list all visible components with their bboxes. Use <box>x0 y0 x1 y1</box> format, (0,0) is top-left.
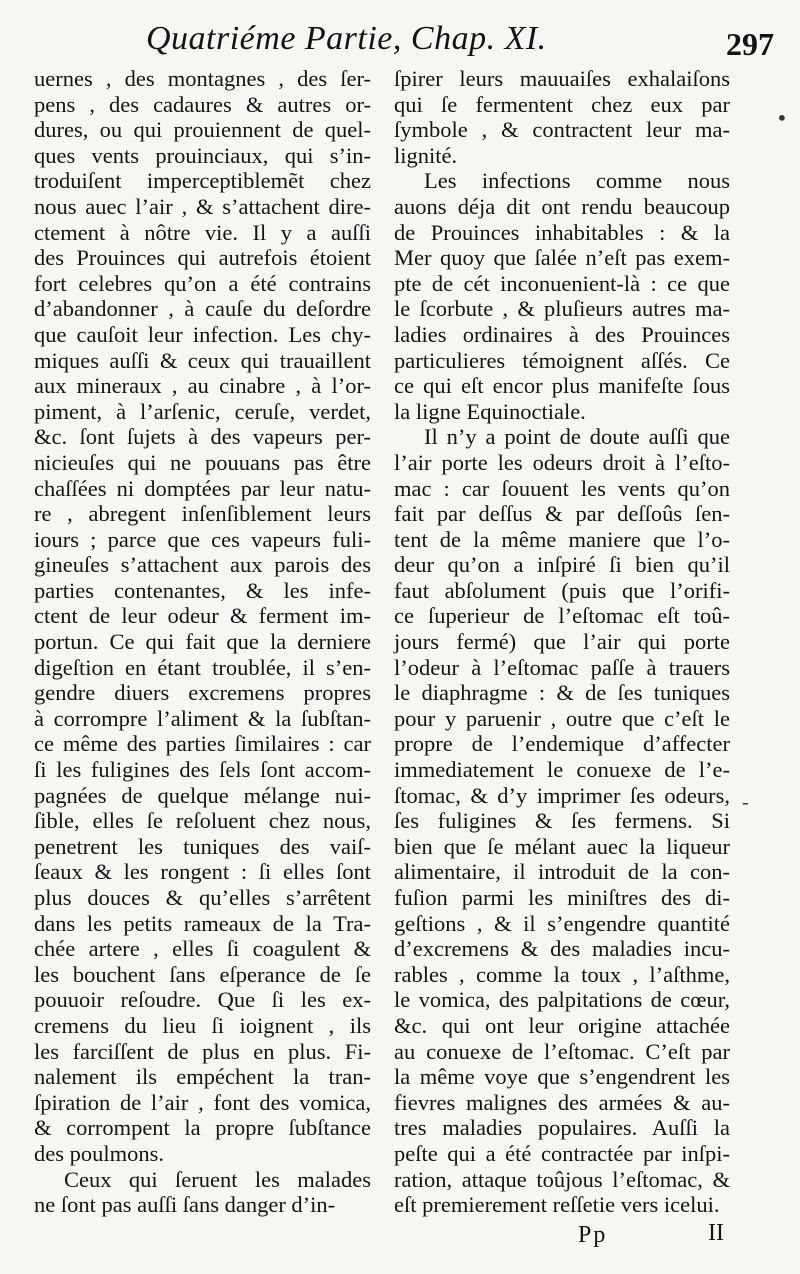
text-line: dures, ou qui prouiennent de quel- <box>34 117 371 143</box>
text-line: fort celebres qu’on a été contrains <box>34 270 371 296</box>
text-line: miques auſſi & ceux qui trauaillent <box>34 347 371 373</box>
text-line: pte de cét inconuenient-là : ce que <box>394 270 730 296</box>
text-line: mac : car ſouuent les vents qu’on <box>394 475 730 501</box>
text-line: particulieres témoignent aſſés. Ce <box>394 347 730 373</box>
text-line: piment, à l’arſenic, ceruſe, verdet, <box>34 398 371 424</box>
text-line: cremens du lieu ſi ioignent , ils <box>34 1012 371 1038</box>
text-line: Mer quoy que ſalée n’eſt pas exem- <box>394 245 730 271</box>
text-line: gendre diuers excremens propres <box>34 680 371 706</box>
text-line: qui ſe fermentent chez eux par <box>394 91 730 117</box>
text-line: ſtomac, & d’y imprimer ſes odeurs, <box>394 782 730 808</box>
text-line: lignité. <box>394 142 458 168</box>
text-line: peſte qui a été contractée par inſpi- <box>394 1140 730 1166</box>
text-line: les farciſſent de plus en plus. Fi- <box>34 1038 371 1064</box>
text-line: d’excremens & des maladies incu- <box>394 936 730 962</box>
text-line: le ſcorbute , & pluſieurs autres ma- <box>394 296 730 322</box>
text-line: nalement ils empéchent la tran- <box>34 1064 371 1090</box>
text-line: immediatement le conuexe de l’e- <box>394 757 730 783</box>
text-line: fievres malignes des armées & au- <box>394 1089 730 1115</box>
text-line: des Prouinces qui autrefois étoient <box>34 245 371 271</box>
text-line: & corrompent la propre ſubſtance <box>34 1115 371 1141</box>
text-line: pouuoir reſoudre. Que ſi les ex- <box>34 987 371 1013</box>
text-line: re , abregent inſenſiblement leurs <box>34 501 371 527</box>
text-line: ſpiration de l’air , font des vomica, <box>34 1089 371 1115</box>
text-line: deur qu’on a inſpiré ſi bien qu’il <box>394 552 730 578</box>
text-line: ctent de leur odeur & ferment im- <box>34 603 371 629</box>
text-line: &c. qui ont leur origine attachée <box>394 1012 730 1038</box>
text-line: des poulmons. <box>34 1140 165 1166</box>
text-line: plus douces & qu’elles s’arrêtent <box>34 885 371 910</box>
text-line: l’air porte les odeurs droit à l’eſto- <box>394 449 730 475</box>
text-line: ne ſont pas auſſi ſans danger d’in- <box>34 1192 336 1218</box>
text-line: Il n’y a point de doute auſſi que <box>424 424 730 450</box>
text-line: uernes , des montagnes , des ſer- <box>34 66 371 91</box>
text-line: ce ſuperieur de l’eſtomac eſt toû- <box>394 603 730 629</box>
text-line: de Prouinces inhabitables : & la <box>394 219 730 245</box>
text-line: ſi les fuligines des ſels ſont accom- <box>34 757 371 783</box>
text-line: dans les petits rameaux de la Tra- <box>34 910 371 936</box>
text-line: aux mineraux , au cinabre , à l’or- <box>34 373 371 399</box>
text-line: geſtions , & il s’engendre quantité <box>394 910 730 936</box>
text-line: ration, attaque toûjous l’eſtomac, & <box>394 1166 730 1192</box>
text-line: ſpirer leurs mauuaiſes exhalaiſons <box>394 66 730 91</box>
text-line: le vomica, des palpitations de cœur, <box>394 987 730 1013</box>
text-line: &c. ſont ſujets à des vapeurs per- <box>34 424 371 450</box>
text-line: digeſtion en étant troublée, il s’en- <box>34 654 371 680</box>
text-line: tent de la même maniere que l’o- <box>394 526 730 552</box>
margin-dash: - <box>742 790 749 814</box>
text-line: iours ; parce que ces vapeurs fuli- <box>34 526 371 552</box>
text-line: bien que ſe mélant auec la liqueur <box>394 833 730 859</box>
text-line: le diaphragme : & de ſes tuniques <box>394 680 730 706</box>
text-line: les bouchent ſans eſperance de ſe <box>34 961 371 987</box>
text-line: portun. Ce qui fait que la derniere <box>34 629 371 655</box>
text-line: ctement à nôtre vie. Il y a auſſi <box>34 219 371 245</box>
text-line: nicieuſes qui ne pouuans pas être <box>34 449 371 475</box>
text-line: propre de l’endemique d’affecter <box>394 731 730 757</box>
text-line: ce même des parties ſimilaires : car <box>34 731 371 757</box>
text-line: ladies ordinaires à des Prouinces <box>394 321 730 347</box>
gathering-mark: II <box>708 1220 724 1246</box>
text-line: pour y paruenir , outre que c’eſt le <box>394 705 730 731</box>
text-line: fuſion parmi les miniſtres des di- <box>394 885 730 910</box>
text-line: d’abandonner , à cauſe du deſordre <box>34 296 371 322</box>
text-line: tres maladies populaires. Auſſi la <box>394 1115 730 1141</box>
text-line: que cauſoit leur infection. Les chy- <box>34 321 371 347</box>
text-line: la ligne Equinoctiale. <box>394 398 586 424</box>
text-line: eſt premierement reſſetie vers icelui. <box>394 1192 720 1218</box>
text-line: jours fermé) que l’air qui porte <box>394 629 730 655</box>
text-line: chaſſées ni domptées par leur natu- <box>34 475 371 501</box>
text-line: ce qui eſt encor plus manifeſte ſous <box>394 373 730 399</box>
text-line: ques vents prouinciaux, qui s’in- <box>34 142 371 168</box>
text-line: troduiſent imperceptiblemẽt chez <box>34 168 371 194</box>
text-line: l’odeur à l’eſtomac paſſe à trauers <box>394 654 730 680</box>
text-line: ſeaux & les rongent : ſi elles ſont <box>34 859 371 885</box>
text-line: pens , des cadaures & autres or- <box>34 91 371 117</box>
text-line: parties contenantes, & les infe- <box>34 577 371 603</box>
text-line: à corrompre l’aliment & la ſubſtan- <box>34 705 371 731</box>
text-line: ſes fuligines & ſes fermens. Si <box>394 808 730 834</box>
right-text-column <box>394 66 730 1218</box>
text-line: ſible, elles ſe reſoluent chez nous, <box>34 808 371 834</box>
margin-dot: • <box>776 106 788 130</box>
text-line: alimentaire, il introduit de la con- <box>394 859 730 885</box>
text-line: rables , comme la toux , l’aſthme, <box>394 961 730 987</box>
text-line: faut abſolument (puis que l’orifi- <box>394 577 730 603</box>
text-line: Ceux qui ſeruent les malades <box>64 1166 371 1192</box>
left-text-column <box>34 66 371 1218</box>
text-line: la même voye que s’engendrent les <box>394 1064 730 1090</box>
text-line: auons déja dit ont rendu beaucoup <box>394 193 730 219</box>
text-line: gineuſes s’attachent aux parois des <box>34 552 371 578</box>
text-line: Les infections comme nous <box>424 168 730 194</box>
text-line: chée artere , elles ſi coagulent & <box>34 936 371 962</box>
text-line: ſymbole , & contractent leur ma- <box>394 117 730 143</box>
text-line: fait par deſſus & par deſſoûs ſen- <box>394 501 730 527</box>
page-number: 297 <box>726 26 774 62</box>
text-line: au conuexe de l’eſtomac. C’eſt par <box>394 1038 730 1064</box>
running-header-title: Quatriéme Partie, Chap. XI. <box>146 20 547 57</box>
text-line: nous auec l’air , & s’attachent dire- <box>34 193 371 219</box>
text-line: pagnées de quelque mélange nui- <box>34 782 371 808</box>
signature-mark: Pp <box>578 1222 608 1248</box>
text-line: penetrent les tuniques des vaiſ- <box>34 833 371 859</box>
